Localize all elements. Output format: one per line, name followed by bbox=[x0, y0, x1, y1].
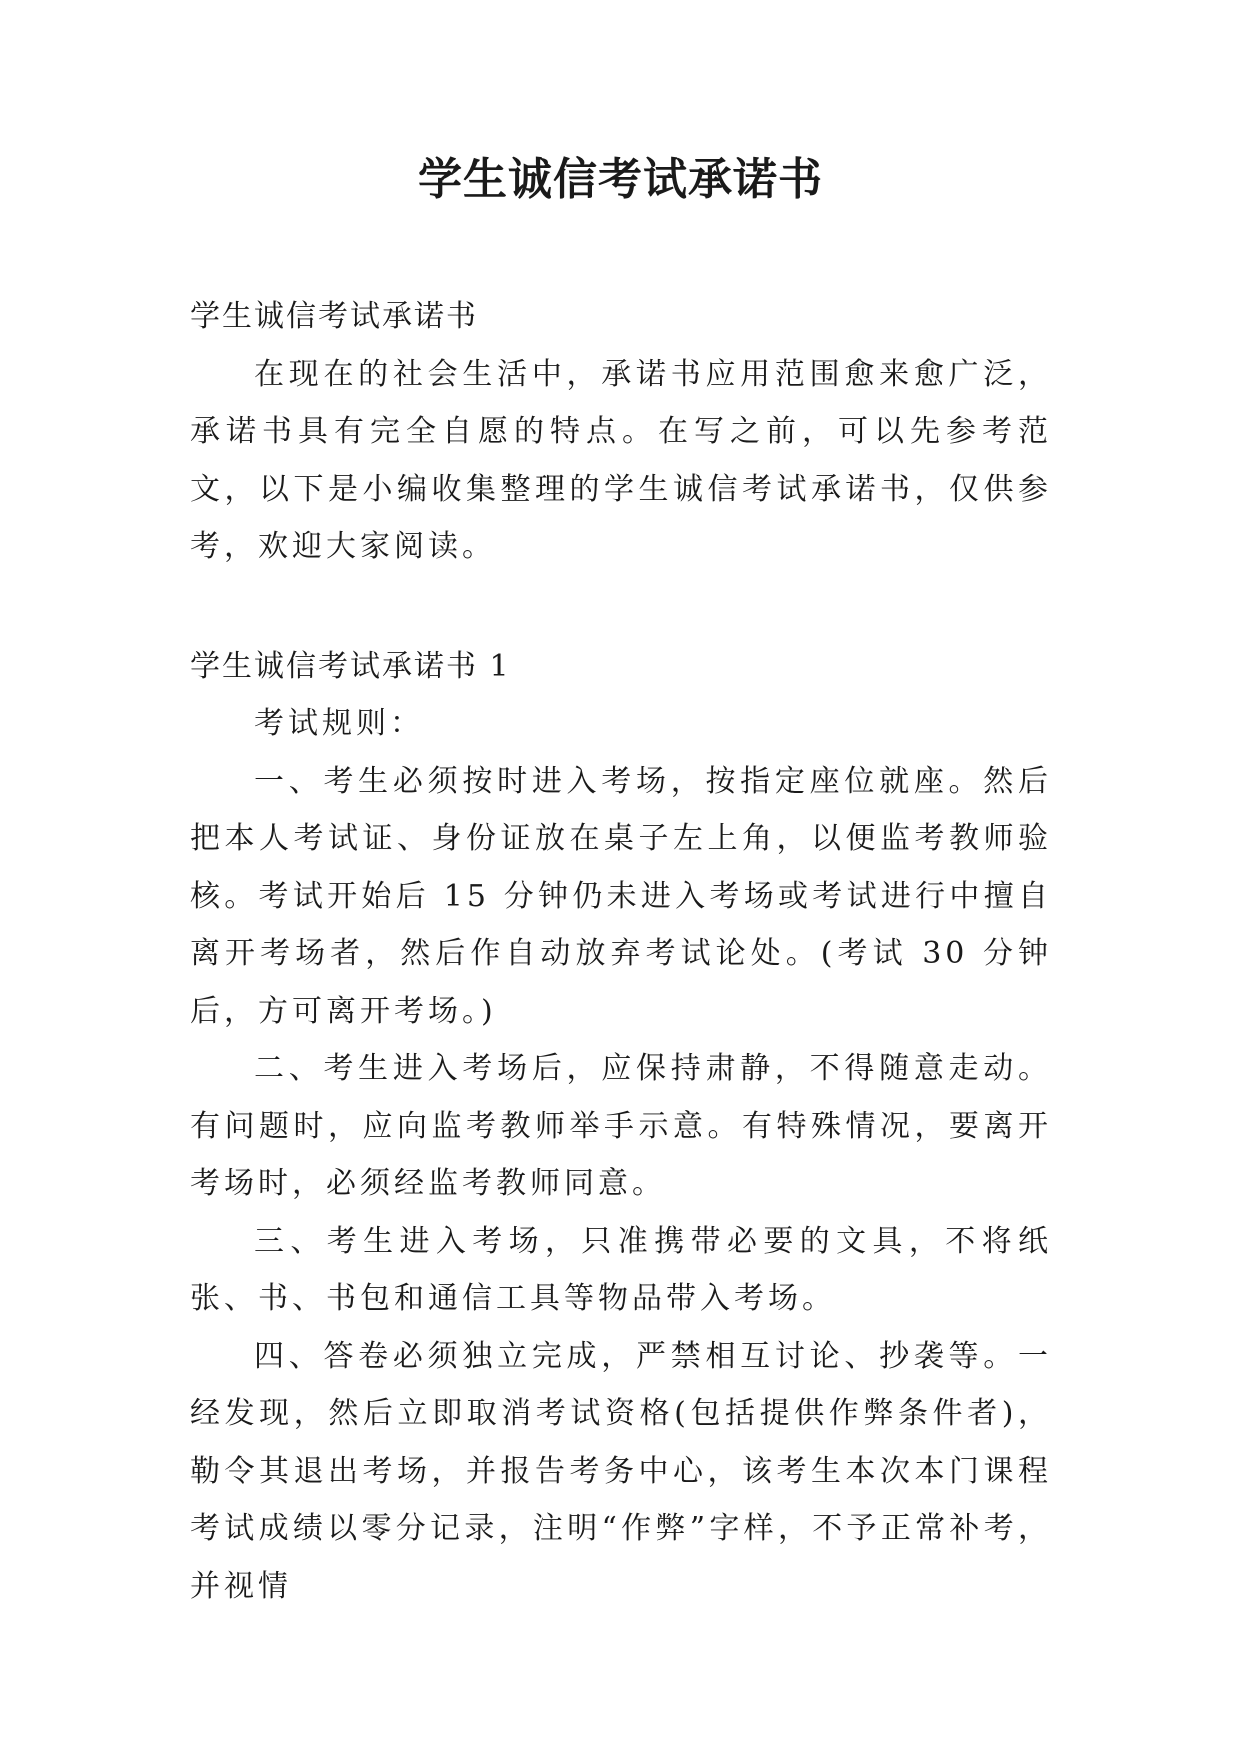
document-title: 学生诚信考试承诺书 bbox=[418, 154, 823, 205]
section-heading: 学生诚信考试承诺书 1 bbox=[190, 648, 511, 684]
rules-label: 考试规则： bbox=[254, 706, 424, 741]
intro-paragraph: 在现在的社会生活中，承诺书应用范围愈来愈广泛，承诺书具有完全自愿的特点。在写之前，可以先参考范文，以下是小编收集整理的学生诚信考试承诺书，仅供参考，欢迎大家阅读。 bbox=[190, 356, 1052, 564]
rule-paragraph-2: 二、考生进入考场后，应保持肃静，不得随意走动。有问题时，应向监考教师举手示意。有特殊情况，要离开考场时，必须经监考教师同意。 bbox=[190, 1051, 1052, 1201]
document-subtitle: 学生诚信考试承诺书 bbox=[190, 299, 478, 334]
rule-paragraph-1: 一、考生必须按时进入考场，按指定座位就座。然后把本人考试证、身份证放在桌子左上角，以便监考教师验核。考试开始后 15 分钟仍未进入考场或考试进行中擅自离开考场者，然后作自动放弃考试论处。(考试 30 分钟后，方可离开考场。) bbox=[190, 763, 1052, 1029]
rule-paragraph-3: 三、考生进入考场，只准携带必要的文具，不将纸张、书、书包和通信工具等物品带入考场。 bbox=[190, 1223, 1052, 1316]
rule-paragraph-4: 四、答卷必须独立完成，严禁相互讨论、抄袭等。一经发现，然后立即取消考试资格(包括提供作弊条件者)，勒令其退出考场，并报告考务中心，该考生本次本门课程考试成绩以零分记录，注明“作弊”字样，不予正常补考，并视情 bbox=[190, 1338, 1052, 1604]
document-body bbox=[190, 288, 1052, 1615]
section-spacer bbox=[190, 576, 1052, 638]
